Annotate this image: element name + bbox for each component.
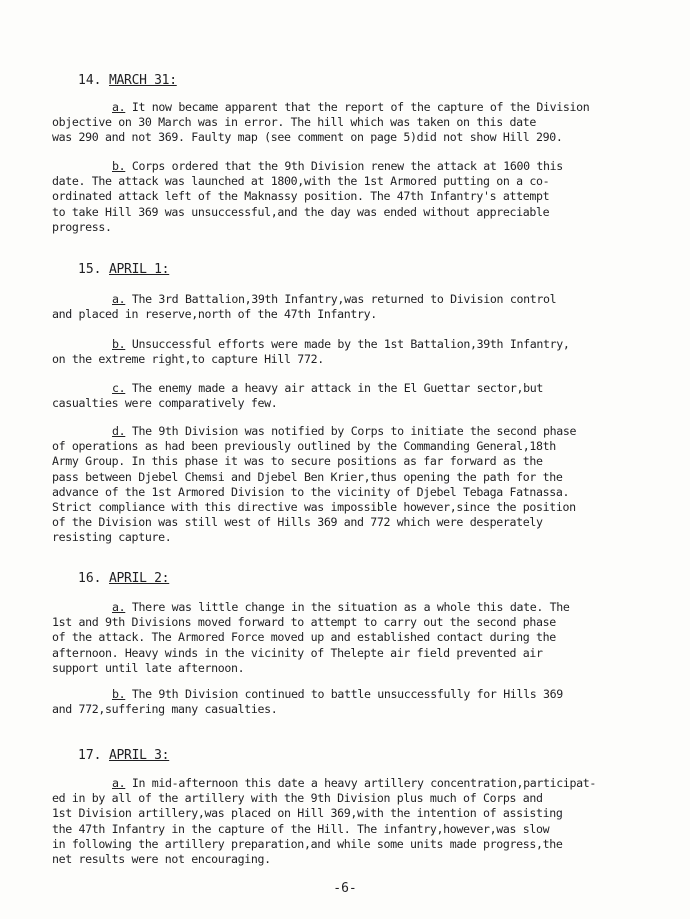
text-line-content: The 3rd Battalion,39th Infantry,was returned to Division control [131,292,557,306]
paragraph [52,600,570,676]
text-line [52,424,576,439]
text-line [52,115,589,130]
text-line [52,776,596,791]
paragraph [52,159,563,235]
text-line [52,307,556,322]
text-line [52,189,563,204]
text-line-content: and placed in reserve,north of the 47th Infantry. [52,307,377,322]
paragraph-marker: a. [112,100,126,114]
section-heading [78,571,169,586]
text-line-content: of the Division was still west of Hills 369 and 772 which were desperately [52,515,543,530]
text-line [52,292,556,307]
text-line-content: advance of the 1st Armored Division to the vicinity of Djebel Tebaga Fatnassa. [52,484,570,499]
text-line-content: and 772,suffering many casualties. [52,702,278,717]
text-line [52,470,576,485]
text-line-content: was 290 and not 369. Faulty map (see comment on page 5)did not show Hill 290. [52,130,563,145]
text-line [52,600,570,615]
text-line-content: net results were not encouraging. [52,852,271,867]
text-line [52,852,596,867]
text-line [52,205,563,220]
paragraph-marker: c. [112,381,126,395]
text-line [52,630,570,645]
text-line-content: of operations as had been previously outlined by the Commanding General,18th [52,439,556,454]
text-line-content: date. The attack was launched at 1800,with the 1st Armored putting on a co- [52,174,550,189]
text-line-content: Army Group. In this phase it was to secure positions as far forward as the [52,454,543,469]
text-line-content: In mid-afternoon this date a heavy artillery concentration,participat- [131,776,597,790]
text-line-content: support until late afternoon. [52,660,245,675]
text-line-content: objective on 30 March was in error. The hill which was taken on this date [52,115,536,130]
text-line-content: ed in by all of the artillery with the 9th Division plus much of Corps and [52,791,543,806]
text-line [52,454,576,469]
text-line-content: in following the artillery preparation,and while some units made progress,the [52,836,563,851]
text-line [52,791,596,806]
text-line-content: of the attack. The Armored Force moved up and established contact during the [52,630,556,645]
text-line [52,159,563,174]
text-line-content: on the extreme right,to capture Hill 772. [52,352,324,367]
paragraph-marker: b. [112,159,126,173]
section-number: 17. [78,748,102,763]
text-line-content: pass between Djebel Chemsi and Djebel Ben Krier,thus opening the path for the [52,469,563,484]
section-title: APRIL 1: [109,262,170,277]
text-line-content: Strict compliance with this directive was impossible however,since the position [52,500,576,515]
text-line-content: resisting capture. [52,530,172,545]
section-title: MARCH 31: [109,73,177,88]
text-line [52,100,589,115]
text-line [52,396,543,411]
text-line [52,702,563,717]
text-line [52,485,576,500]
text-line-content: progress. [52,219,112,234]
paragraph [52,424,576,546]
section-heading [78,748,169,763]
section-heading [78,73,177,88]
text-line [52,174,563,189]
text-line-content: afternoon. Heavy winds in the vicinity of Thelepte air field prevented air [52,645,543,660]
text-line [52,130,589,145]
text-line-content: the 47th Infantry in the capture of the Hill. The infantry,however,was slow [52,821,550,836]
text-line [52,687,563,702]
paragraph-marker: d. [112,424,126,438]
text-line [52,439,576,454]
paragraph [52,687,563,717]
text-line [52,530,576,545]
text-line [52,500,576,515]
paragraph [52,292,556,322]
text-line [52,661,570,676]
text-line-content: Corps ordered that the 9th Division renew the attack at 1600 this [131,159,563,173]
paragraph [52,776,596,867]
text-line-content: casualties were comparatively few. [52,396,278,411]
paragraph [52,381,543,411]
text-line-content: Unsuccessful efforts were made by the 1st Battalion,39th Infantry, [131,337,570,351]
paragraph-marker: b. [112,687,126,701]
text-line [52,352,570,367]
paragraph-marker: a. [112,292,126,306]
paragraph-marker: a. [112,776,126,790]
text-line [52,806,596,821]
paragraph-marker: a. [112,600,126,614]
page-number: -6- [333,881,357,896]
text-line [52,337,570,352]
text-line-content: It now became apparent that the report of the capture of the Division [131,100,590,114]
text-line-content: The 9th Division was notified by Corps to initiate the second phase [131,424,577,438]
text-line [52,646,570,661]
text-line [52,822,596,837]
paragraph [52,337,570,367]
text-line [52,381,543,396]
text-line-content: There was little change in the situation as a whole this date. The [131,600,570,614]
text-line-content: ordinated attack left of the Maknassy position. The 47th Infantry's attempt [52,189,550,204]
text-line-content: 1st and 9th Divisions moved forward to attempt to carry out the second phase [52,615,556,630]
text-line [52,220,563,235]
section-number: 14. [78,73,102,88]
text-line-content: The 9th Division continued to battle unsuccessfully for Hills 369 [131,687,563,701]
text-line [52,837,596,852]
section-heading [78,262,169,277]
paragraph [52,100,589,146]
text-line [52,615,570,630]
text-line [52,515,576,530]
section-number: 15. [78,262,102,277]
paragraph-marker: b. [112,337,126,351]
text-line-content: 1st Division artillery,was placed on Hill 369,with the intention of assisting [52,806,563,821]
text-line-content: to take Hill 369 was unsuccessful,and the day was ended without appreciable [52,204,550,219]
section-number: 16. [78,571,102,586]
section-title: APRIL 3: [109,748,170,763]
text-line-content: The enemy made a heavy air attack in the El Guettar sector,but [131,381,543,395]
section-title: APRIL 2: [109,571,170,586]
